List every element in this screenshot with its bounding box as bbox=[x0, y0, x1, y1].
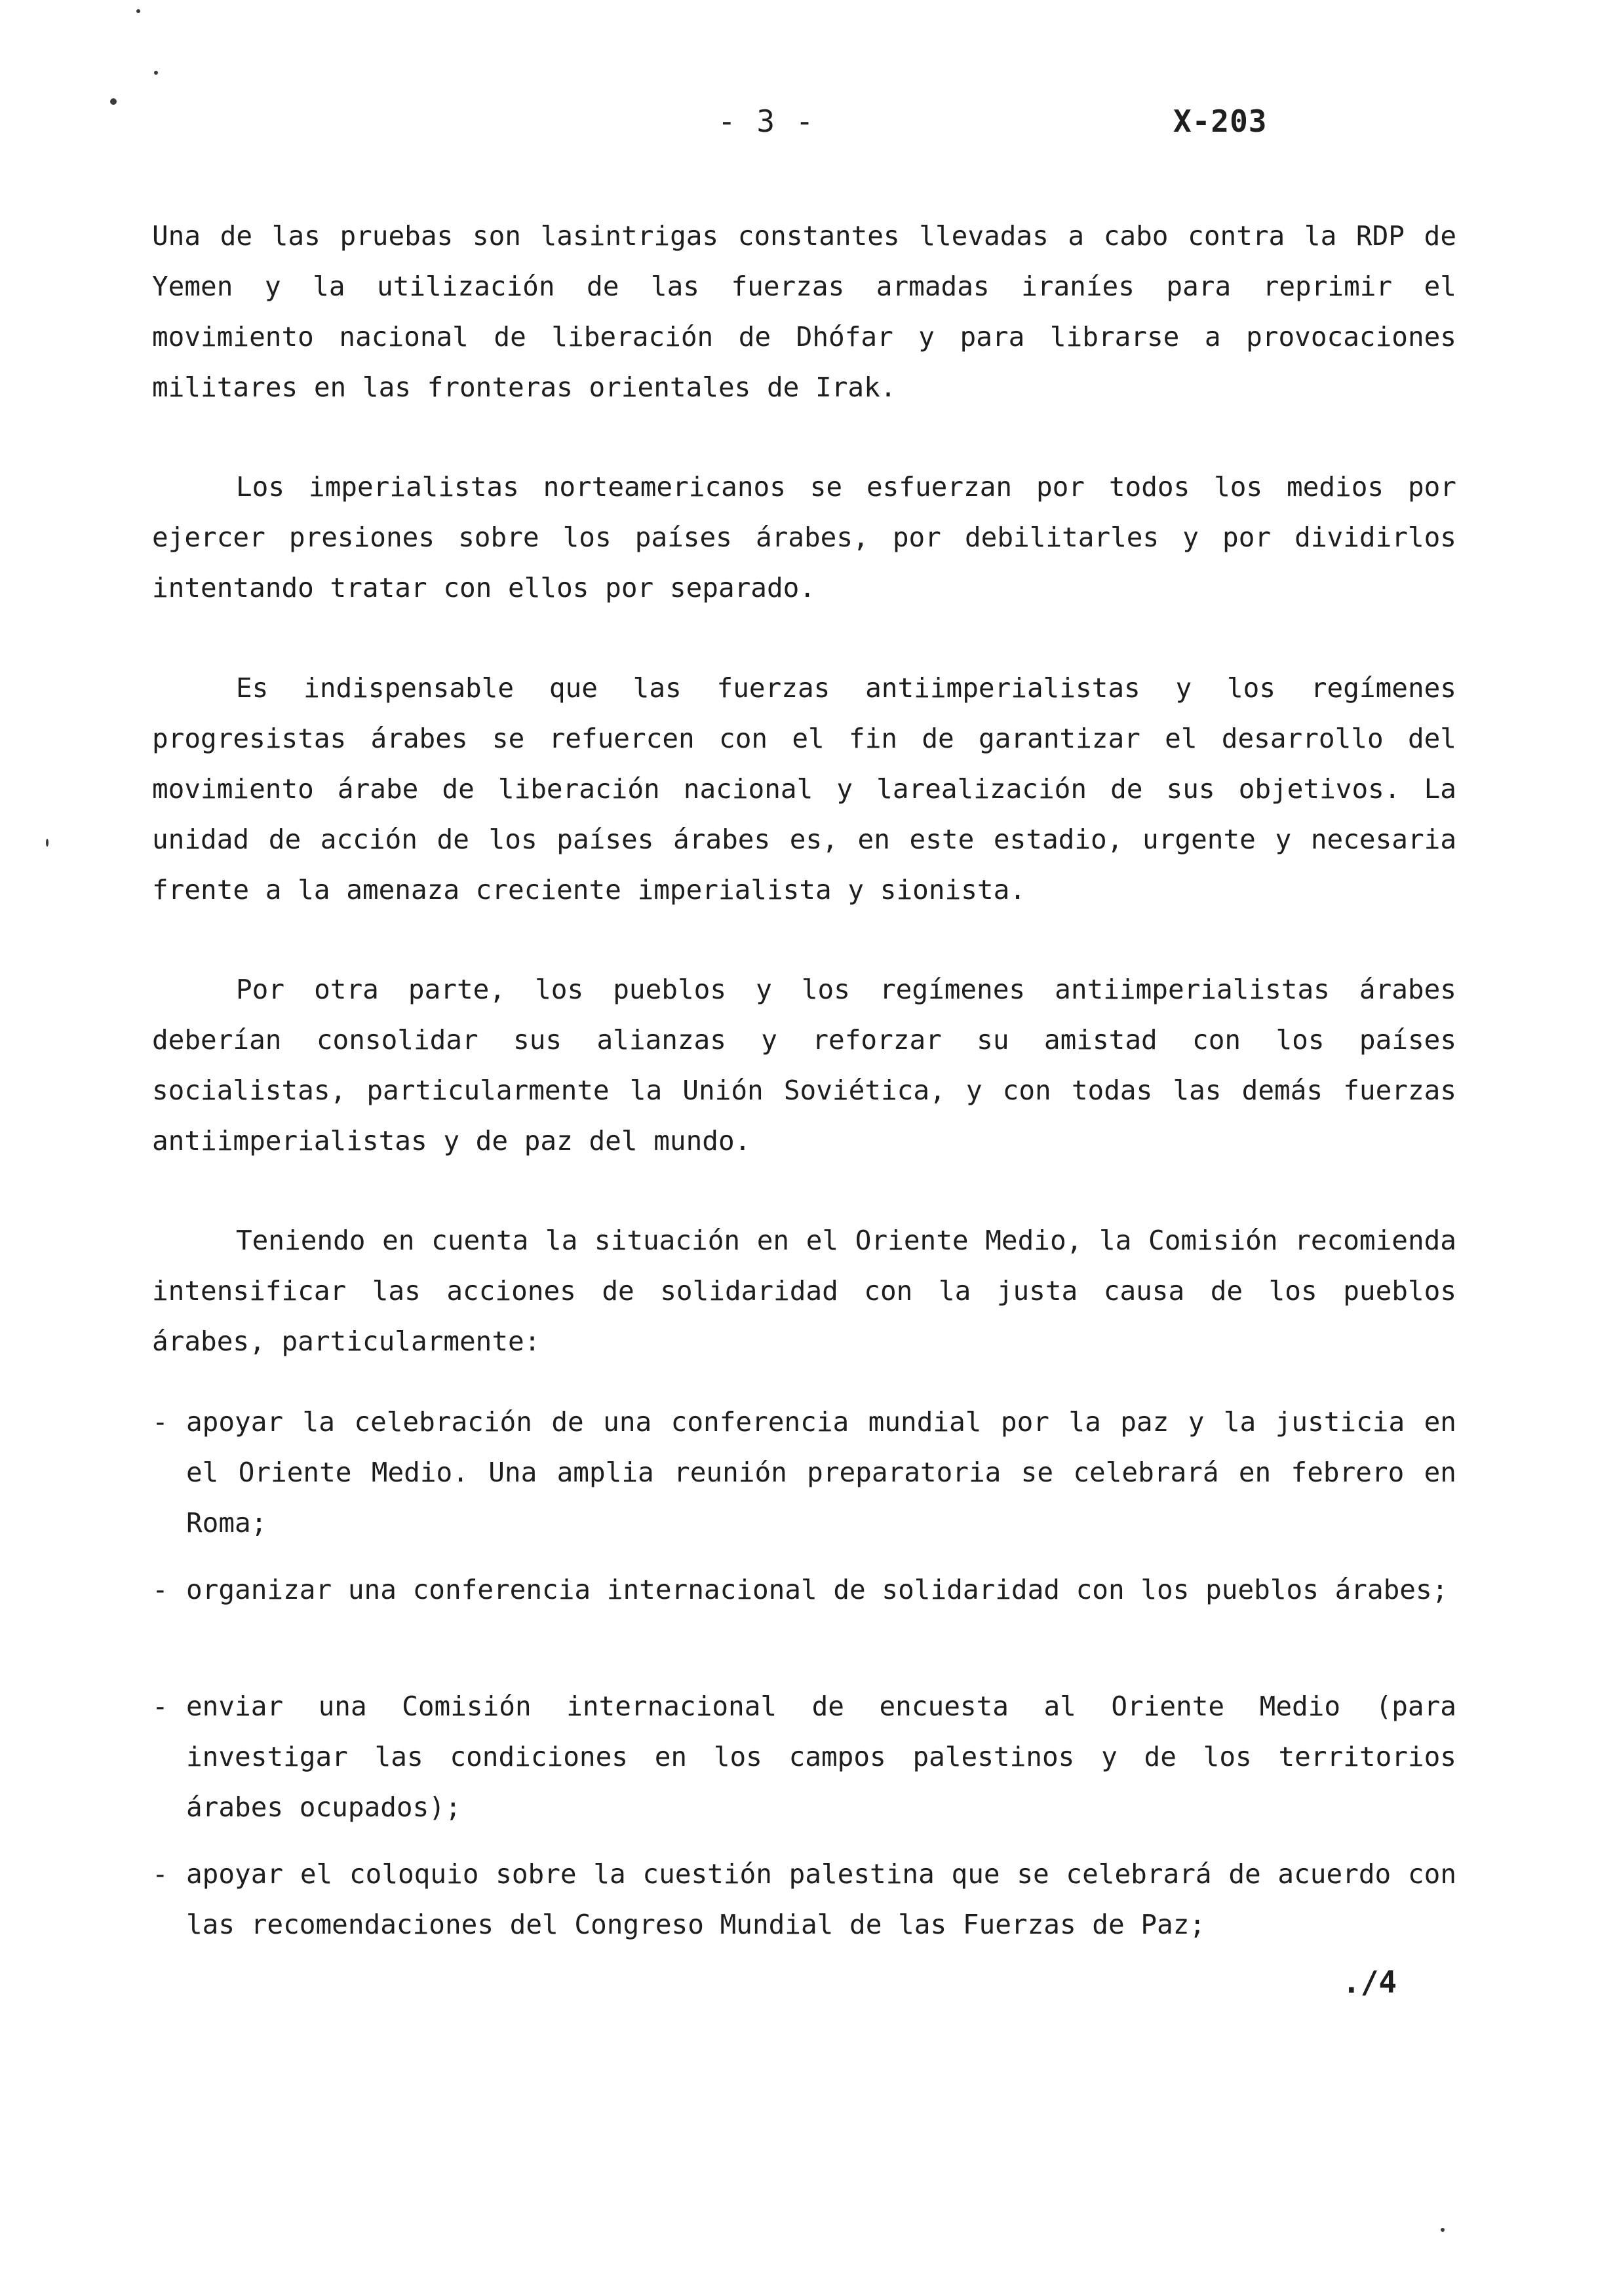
scan-speck bbox=[136, 9, 140, 13]
scan-speck bbox=[46, 839, 49, 847]
bullet-text: apoyar el coloquio sobre la cuestión palestina que se celebrará de acuerdo con las recomendaciones del Congreso Mundial de las Fuerzas de Paz; bbox=[186, 1858, 1456, 1940]
bullet-text: enviar una Comisión internacional de encuesta al Oriente Medio (para investigar las condiciones en los campos palestinos y de los territorios árabes ocupados); bbox=[186, 1691, 1456, 1823]
bullet-text: organizar una conferencia internacional de solidaridad con los pueblos árabes; bbox=[186, 1574, 1449, 1605]
bullet-item-4 bbox=[152, 1849, 1456, 1950]
bullet-marker: - bbox=[152, 1691, 168, 1722]
paragraph-5: Teniendo en cuenta la situación en el Oriente Medio, la Comisión recomienda intensificar las acciones de solidaridad con la justa causa de los pueblos árabes, particularmente: bbox=[152, 1225, 1456, 1357]
paragraph-3: Es indispensable que las fuerzas antiimperialistas y los regímenes progresistas árabes se refuercen con el fin de garantizar el desarrollo del movimiento árabe de liberación nacional y larealización de sus objetivos. La unidad de acción de los países árabes es, en este estadio, urgente y necesaria frente a la amenaza creciente imperialista y sionista. bbox=[152, 672, 1456, 906]
bullet-marker: - bbox=[152, 1858, 168, 1890]
scan-speck bbox=[1441, 2228, 1445, 2232]
document-code: X-203 bbox=[1173, 104, 1268, 139]
page-number: - 3 - bbox=[718, 104, 815, 139]
bullet-marker: - bbox=[152, 1406, 168, 1438]
bullet-marker: - bbox=[152, 1574, 168, 1605]
bullet-item-1 bbox=[152, 1397, 1456, 1548]
bullet-item-3 bbox=[152, 1681, 1456, 1833]
continuation-marker: ./4 bbox=[1342, 1964, 1397, 2000]
scan-speck bbox=[154, 71, 158, 75]
scan-speck bbox=[110, 98, 117, 105]
paragraph-2: Los imperialistas norteamericanos se esfuerzan por todos los medios por ejercer presiones sobre los países árabes, por debilitarles y por dividirlos intentando tratar con ellos por separado. bbox=[152, 471, 1456, 603]
bullet-item-2 bbox=[152, 1565, 1456, 1615]
bullet-text: apoyar la celebración de una conferencia mundial por la paz y la justicia en el Oriente Medio. Una amplia reunión preparatoria se celebrará en febrero en Roma; bbox=[186, 1406, 1456, 1539]
paragraph-1: Una de las pruebas son lasintrigas constantes llevadas a cabo contra la RDP de Yemen y la utilización de las fuerzas armadas iraníes para reprimir el movimiento nacional de liberación de Dhófar y para librarse a provocaciones militares en las fronteras orientales de Irak. bbox=[152, 220, 1456, 403]
paragraph-4: Por otra parte, los pueblos y los regímenes antiimperialistas árabes deberían consolidar sus alianzas y reforzar su amistad con los países socialistas, particularmente la Unión Soviética, y con todas las demás fuerzas antiimperialistas y de paz del mundo. bbox=[152, 974, 1456, 1157]
